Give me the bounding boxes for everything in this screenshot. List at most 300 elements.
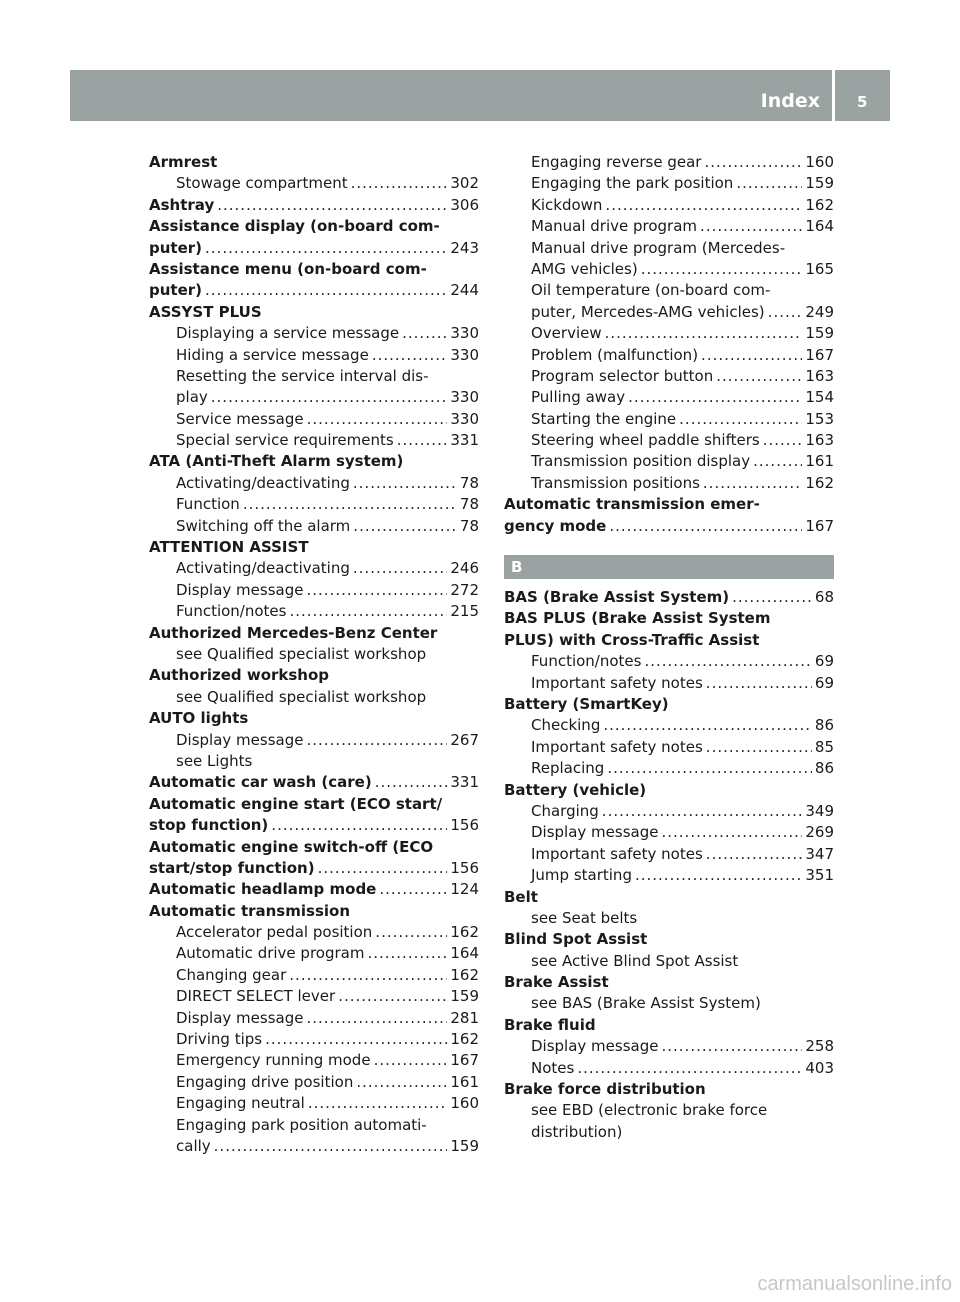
index-subentry bbox=[504, 195, 834, 216]
dot-leader bbox=[644, 651, 811, 672]
index-subentry bbox=[504, 865, 834, 886]
entry-text: Automatic car wash (care) bbox=[149, 773, 372, 792]
entry-text: Engaging the park position bbox=[531, 174, 734, 193]
dot-leader bbox=[379, 879, 447, 900]
index-subentry bbox=[149, 473, 479, 494]
index-subentry bbox=[504, 323, 834, 344]
page-ref: 215 bbox=[450, 602, 479, 621]
dot-leader bbox=[243, 494, 457, 515]
dot-leader bbox=[763, 430, 803, 451]
index-subentry bbox=[149, 1115, 479, 1136]
page-ref: 330 bbox=[450, 409, 479, 428]
index-subentry bbox=[149, 323, 479, 344]
index-subentry bbox=[149, 558, 479, 579]
dot-leader bbox=[306, 1008, 447, 1029]
entry-text: Oil temperature (on-board com- bbox=[531, 281, 771, 300]
entry-text: puter, Mercedes-AMG vehicles) bbox=[531, 302, 765, 321]
index-entry bbox=[149, 901, 479, 922]
entry-text: Resetting the service interval dis- bbox=[176, 366, 429, 385]
dot-leader bbox=[768, 302, 803, 323]
dot-leader bbox=[356, 1072, 447, 1093]
entry-text: Checking bbox=[531, 716, 601, 735]
index-subentry bbox=[504, 152, 834, 173]
entry-text: start/stop function) bbox=[149, 858, 315, 877]
dot-leader bbox=[732, 587, 812, 608]
entry-text: Display message bbox=[176, 1008, 304, 1027]
index-entry bbox=[149, 708, 479, 729]
entry-text: Armrest bbox=[149, 153, 218, 171]
page-ref: 330 bbox=[450, 324, 479, 343]
page-ref: 302 bbox=[450, 174, 479, 193]
page-ref: 86 bbox=[814, 716, 834, 735]
entry-text: Hiding a service message bbox=[176, 345, 369, 364]
page-ref: 351 bbox=[805, 866, 834, 885]
index-subentry bbox=[149, 687, 479, 708]
index-subentry bbox=[149, 1093, 479, 1114]
entry-text: Function/notes bbox=[531, 652, 642, 671]
entry-text: BAS (Brake Assist System) bbox=[504, 588, 730, 607]
entry-text: Accelerator pedal position bbox=[176, 923, 373, 942]
page-ref: 162 bbox=[805, 195, 834, 214]
entry-text: Activating/deactivating bbox=[176, 473, 350, 492]
entry-text: Display message bbox=[176, 730, 304, 749]
index-entry bbox=[149, 665, 479, 686]
index-subentry bbox=[149, 580, 479, 601]
index-subentry bbox=[149, 387, 479, 408]
dot-leader bbox=[351, 173, 448, 194]
page-ref: 258 bbox=[805, 1037, 834, 1056]
index-subentry bbox=[149, 922, 479, 943]
index-subentry bbox=[504, 801, 834, 822]
dot-leader bbox=[706, 673, 812, 694]
index-subentry bbox=[504, 366, 834, 387]
entry-text: Steering wheel paddle shifters bbox=[531, 431, 760, 450]
entry-text: Charging bbox=[531, 801, 599, 820]
dot-leader bbox=[706, 737, 812, 758]
entry-text: Kickdown bbox=[531, 195, 603, 214]
page-ref: 159 bbox=[805, 324, 834, 343]
entry-text: Brake Assist bbox=[504, 973, 609, 992]
entry-text: Emergency running mode bbox=[176, 1051, 371, 1070]
dot-leader bbox=[701, 345, 802, 366]
dot-leader bbox=[661, 1036, 802, 1057]
dot-leader bbox=[704, 152, 802, 173]
page-ref: 243 bbox=[450, 238, 479, 257]
index-entry bbox=[504, 587, 834, 608]
dot-leader bbox=[372, 345, 448, 366]
index-entry bbox=[149, 623, 479, 644]
entry-text: see Seat belts bbox=[531, 908, 638, 927]
index-subentry bbox=[504, 758, 834, 779]
dot-leader bbox=[307, 409, 448, 430]
entry-text: Stowage compartment bbox=[176, 174, 348, 193]
page-ref: 167 bbox=[805, 516, 834, 535]
entry-text: Brake fluid bbox=[504, 1015, 596, 1034]
page-ref: 69 bbox=[814, 673, 834, 692]
page-ref: 156 bbox=[450, 816, 479, 835]
dot-leader bbox=[367, 943, 447, 964]
page-ref: 163 bbox=[805, 366, 834, 385]
page-ref: 78 bbox=[459, 516, 479, 535]
entry-text: Replacing bbox=[531, 759, 605, 778]
page-number-box bbox=[835, 70, 890, 121]
index-subentry bbox=[504, 737, 834, 758]
index-subentry bbox=[504, 844, 834, 865]
index-entry bbox=[504, 929, 834, 950]
page-ref: 68 bbox=[814, 588, 834, 607]
entry-text: see Active Blind Spot Assist bbox=[531, 951, 739, 970]
entry-text: Function/notes bbox=[176, 602, 287, 621]
entry-text: Jump starting bbox=[531, 866, 632, 885]
index-subentry bbox=[504, 1100, 834, 1121]
entry-text: Battery (SmartKey) bbox=[504, 694, 669, 713]
entry-text: Automatic transmission bbox=[149, 901, 350, 920]
page-ref: 272 bbox=[450, 580, 479, 599]
entry-text: gency mode bbox=[504, 516, 607, 535]
entry-text: AMG vehicles) bbox=[531, 259, 638, 278]
entry-text: Changing gear bbox=[176, 965, 287, 984]
index-list-left bbox=[149, 152, 479, 1157]
page-ref: 69 bbox=[814, 652, 834, 671]
entry-text: Ashtray bbox=[149, 195, 215, 214]
entry-text: see BAS (Brake Assist System) bbox=[531, 994, 761, 1013]
index-entry bbox=[504, 608, 834, 629]
index-subentry bbox=[149, 601, 479, 622]
index-entry bbox=[504, 972, 834, 993]
page-ref: 156 bbox=[450, 858, 479, 877]
dot-leader bbox=[205, 280, 447, 301]
page-ref: 162 bbox=[805, 473, 834, 492]
dot-leader bbox=[577, 1058, 802, 1079]
index-entry bbox=[504, 1015, 834, 1036]
index-subentry bbox=[504, 259, 834, 280]
entry-text: BAS PLUS (Brake Assist System bbox=[504, 609, 771, 628]
index-subentry bbox=[504, 1122, 834, 1143]
entry-text: ATTENTION ASSIST bbox=[149, 538, 309, 557]
entry-text: AUTO lights bbox=[149, 709, 249, 728]
page-ref: 159 bbox=[450, 987, 479, 1006]
dot-leader bbox=[306, 730, 447, 751]
index-subentry bbox=[149, 1072, 479, 1093]
entry-text: distribution) bbox=[531, 1122, 623, 1141]
entry-text: Notes bbox=[531, 1058, 575, 1077]
entry-text: Assistance display (on-board com- bbox=[149, 217, 440, 236]
index-entry bbox=[149, 259, 479, 280]
entry-text: Automatic engine start (ECO start/ bbox=[149, 794, 443, 813]
entry-text: Automatic drive program bbox=[176, 944, 365, 963]
index-subentry bbox=[149, 1008, 479, 1029]
dot-leader bbox=[602, 801, 803, 822]
entry-text: Special service requirements bbox=[176, 431, 394, 450]
index-column-right bbox=[504, 152, 834, 1143]
index-subentry bbox=[504, 993, 834, 1014]
dot-leader bbox=[289, 965, 447, 986]
dot-leader bbox=[318, 858, 448, 879]
index-subentry bbox=[149, 644, 479, 665]
dot-leader bbox=[607, 758, 812, 779]
dot-leader bbox=[641, 259, 803, 280]
page-ref: 267 bbox=[450, 730, 479, 749]
index-subentry bbox=[504, 951, 834, 972]
index-subentry bbox=[149, 1136, 479, 1157]
dot-leader bbox=[353, 516, 457, 537]
index-subentry bbox=[504, 1036, 834, 1057]
index-entry bbox=[149, 837, 479, 858]
dot-leader bbox=[628, 387, 802, 408]
entry-text: Displaying a service message bbox=[176, 324, 400, 343]
dot-leader bbox=[214, 1136, 448, 1157]
dot-leader bbox=[375, 922, 447, 943]
entry-text: see Lights bbox=[176, 751, 253, 770]
dot-leader bbox=[605, 323, 803, 344]
entry-text: Automatic engine switch-off (ECO bbox=[149, 837, 434, 856]
page-ref: 306 bbox=[450, 195, 479, 214]
index-entry bbox=[149, 772, 479, 793]
page-ref: 162 bbox=[450, 923, 479, 942]
page-ref: 124 bbox=[450, 880, 479, 899]
index-entry bbox=[149, 537, 479, 558]
index-subentry bbox=[149, 751, 479, 772]
page-ref: 167 bbox=[450, 1051, 479, 1070]
index-entry bbox=[149, 216, 479, 237]
index-subentry bbox=[149, 516, 479, 537]
entry-text: Engaging neutral bbox=[176, 1094, 305, 1113]
entry-text: puter) bbox=[149, 238, 203, 257]
index-subentry bbox=[149, 986, 479, 1007]
entry-text: puter) bbox=[149, 281, 203, 300]
page-ref: 164 bbox=[450, 944, 479, 963]
index-subentry bbox=[504, 173, 834, 194]
index-subentry bbox=[504, 908, 834, 929]
entry-text: Manual drive program bbox=[531, 217, 698, 236]
dot-leader bbox=[374, 1050, 448, 1071]
index-subentry bbox=[149, 173, 479, 194]
index-subentry bbox=[504, 216, 834, 237]
entry-text: Engaging reverse gear bbox=[531, 153, 702, 171]
entry-text: Display message bbox=[531, 823, 659, 842]
entry-text: see Qualified specialist workshop bbox=[176, 687, 427, 706]
dot-leader bbox=[375, 772, 448, 793]
entry-text: Activating/deactivating bbox=[176, 559, 350, 578]
dot-leader bbox=[716, 366, 802, 387]
dot-leader bbox=[205, 238, 447, 259]
index-entry bbox=[149, 451, 479, 472]
entry-text: Service message bbox=[176, 409, 304, 428]
page-ref: 159 bbox=[805, 174, 834, 193]
index-subentry bbox=[149, 965, 479, 986]
entry-text: Pulling away bbox=[531, 388, 626, 407]
index-entry bbox=[149, 815, 479, 836]
index-subentry bbox=[504, 1058, 834, 1079]
page-ref: 78 bbox=[459, 495, 479, 514]
entry-text: Display message bbox=[531, 1037, 659, 1056]
entry-text: Authorized Mercedes-Benz Center bbox=[149, 623, 438, 642]
index-subentry bbox=[149, 494, 479, 515]
dot-leader bbox=[217, 195, 447, 216]
dot-leader bbox=[308, 1093, 448, 1114]
dot-leader bbox=[338, 986, 447, 1007]
dot-leader bbox=[635, 865, 802, 886]
index-subentry bbox=[504, 715, 834, 736]
index-entry bbox=[149, 879, 479, 900]
index-subentry bbox=[504, 430, 834, 451]
entry-text: see EBD (electronic brake force bbox=[531, 1101, 768, 1120]
index-subentry bbox=[504, 451, 834, 472]
page-ref: 331 bbox=[450, 431, 479, 450]
dot-leader bbox=[353, 473, 457, 494]
entry-text: Blind Spot Assist bbox=[504, 930, 648, 949]
page-ref: 163 bbox=[805, 431, 834, 450]
entry-text: play bbox=[176, 388, 208, 407]
page-ref: 281 bbox=[450, 1008, 479, 1027]
entry-text: cally bbox=[176, 1136, 211, 1155]
entry-text: Automatic headlamp mode bbox=[149, 880, 377, 899]
page-ref: 167 bbox=[805, 345, 834, 364]
dot-leader bbox=[289, 601, 447, 622]
entry-text: Problem (malfunction) bbox=[531, 345, 699, 364]
page-ref: 244 bbox=[450, 281, 479, 300]
page-ref: 246 bbox=[450, 559, 479, 578]
index-list-right-top bbox=[504, 152, 834, 537]
index-subentry bbox=[504, 280, 834, 301]
index-subentry bbox=[149, 366, 479, 387]
dot-leader bbox=[271, 815, 447, 836]
entry-text: ASSYST PLUS bbox=[149, 302, 262, 321]
entry-text: PLUS) with Cross-Traffic Assist bbox=[504, 630, 760, 649]
page-ref: 349 bbox=[805, 801, 834, 820]
page-ref: 159 bbox=[450, 1136, 479, 1155]
page-ref: 154 bbox=[805, 388, 834, 407]
index-list-right-bottom bbox=[504, 587, 834, 1143]
entry-text: Display message bbox=[176, 580, 304, 599]
index-entry bbox=[149, 280, 479, 301]
section-heading-b: B bbox=[504, 555, 834, 579]
index-column-left bbox=[149, 152, 479, 1157]
page-ref: 153 bbox=[805, 409, 834, 428]
page-ref: 160 bbox=[450, 1094, 479, 1113]
entry-text: ATA (Anti-Theft Alarm system) bbox=[149, 452, 404, 471]
entry-text: Belt bbox=[504, 887, 538, 906]
dot-leader bbox=[397, 430, 448, 451]
entry-text: Program selector button bbox=[531, 366, 714, 385]
dot-leader bbox=[736, 173, 802, 194]
entry-text: Transmission position display bbox=[531, 452, 751, 471]
index-subentry bbox=[504, 651, 834, 672]
dot-leader bbox=[753, 451, 802, 472]
entry-text: Switching off the alarm bbox=[176, 516, 351, 535]
index-entry bbox=[504, 630, 834, 651]
entry-text: see Qualified specialist workshop bbox=[176, 644, 427, 663]
index-entry bbox=[149, 858, 479, 879]
page-title: Index bbox=[760, 90, 820, 112]
index-entry bbox=[504, 516, 834, 537]
index-subentry bbox=[149, 943, 479, 964]
entry-text: stop function) bbox=[149, 816, 269, 835]
entry-text: Brake force distribution bbox=[504, 1080, 706, 1099]
page-ref: 85 bbox=[814, 737, 834, 756]
index-entry bbox=[504, 494, 834, 515]
dot-leader bbox=[603, 715, 812, 736]
index-subentry bbox=[504, 673, 834, 694]
entry-text: Manual drive program (Mercedes- bbox=[531, 238, 786, 257]
page-ref: 330 bbox=[450, 388, 479, 407]
index-subentry bbox=[149, 409, 479, 430]
page-ref: 161 bbox=[805, 452, 834, 471]
index-subentry bbox=[149, 430, 479, 451]
entry-text: Driving tips bbox=[176, 1030, 263, 1049]
index-entry bbox=[504, 780, 834, 801]
entry-text: Transmission positions bbox=[531, 473, 700, 492]
page-number: 5 bbox=[857, 93, 868, 111]
page-ref: 269 bbox=[805, 823, 834, 842]
index-subentry bbox=[504, 238, 834, 259]
page-ref: 331 bbox=[450, 773, 479, 792]
entry-text: Engaging park position automati- bbox=[176, 1115, 427, 1134]
index-entry bbox=[149, 152, 479, 173]
index-subentry bbox=[504, 409, 834, 430]
dot-leader bbox=[609, 516, 802, 537]
entry-text: Automatic transmission emer- bbox=[504, 495, 760, 514]
entry-text: Authorized workshop bbox=[149, 666, 330, 685]
dot-leader bbox=[703, 473, 802, 494]
dot-leader bbox=[679, 409, 802, 430]
index-entry bbox=[504, 694, 834, 715]
entry-text: Battery (vehicle) bbox=[504, 780, 647, 799]
index-entry bbox=[504, 1079, 834, 1100]
page-ref: 403 bbox=[805, 1058, 834, 1077]
index-subentry bbox=[149, 1029, 479, 1050]
dot-leader bbox=[353, 558, 447, 579]
page-ref: 164 bbox=[805, 217, 834, 236]
dot-leader bbox=[306, 580, 447, 601]
index-subentry bbox=[504, 387, 834, 408]
entry-text: Starting the engine bbox=[531, 409, 677, 428]
entry-text: Function bbox=[176, 495, 240, 514]
entry-text: Engaging drive position bbox=[176, 1072, 354, 1091]
dot-leader bbox=[265, 1029, 447, 1050]
dot-leader bbox=[605, 195, 802, 216]
index-subentry bbox=[504, 302, 834, 323]
index-subentry bbox=[504, 473, 834, 494]
index-entry bbox=[149, 195, 479, 216]
entry-text: DIRECT SELECT lever bbox=[176, 987, 336, 1006]
entry-text: Important safety notes bbox=[531, 673, 703, 692]
index-subentry bbox=[149, 1050, 479, 1071]
page-ref: 162 bbox=[450, 965, 479, 984]
entry-text: Assistance menu (on-board com- bbox=[149, 259, 427, 278]
entry-text: Important safety notes bbox=[531, 844, 703, 863]
dot-leader bbox=[402, 323, 447, 344]
page-ref: 165 bbox=[805, 259, 834, 278]
index-entry bbox=[149, 238, 479, 259]
index-subentry bbox=[504, 822, 834, 843]
index-entry bbox=[149, 302, 479, 323]
index-entry bbox=[149, 794, 479, 815]
page-ref: 162 bbox=[450, 1030, 479, 1049]
watermark: carmanualsonline.info bbox=[757, 1273, 952, 1295]
page-ref: 78 bbox=[459, 473, 479, 492]
page-ref: 161 bbox=[450, 1072, 479, 1091]
dot-leader bbox=[661, 822, 802, 843]
index-entry bbox=[504, 887, 834, 908]
index-subentry bbox=[504, 345, 834, 366]
dot-leader bbox=[706, 844, 803, 865]
page-ref: 330 bbox=[450, 345, 479, 364]
page-ref: 160 bbox=[805, 153, 834, 171]
page-ref: 347 bbox=[805, 844, 834, 863]
page-ref: 86 bbox=[814, 759, 834, 778]
index-subentry bbox=[149, 345, 479, 366]
